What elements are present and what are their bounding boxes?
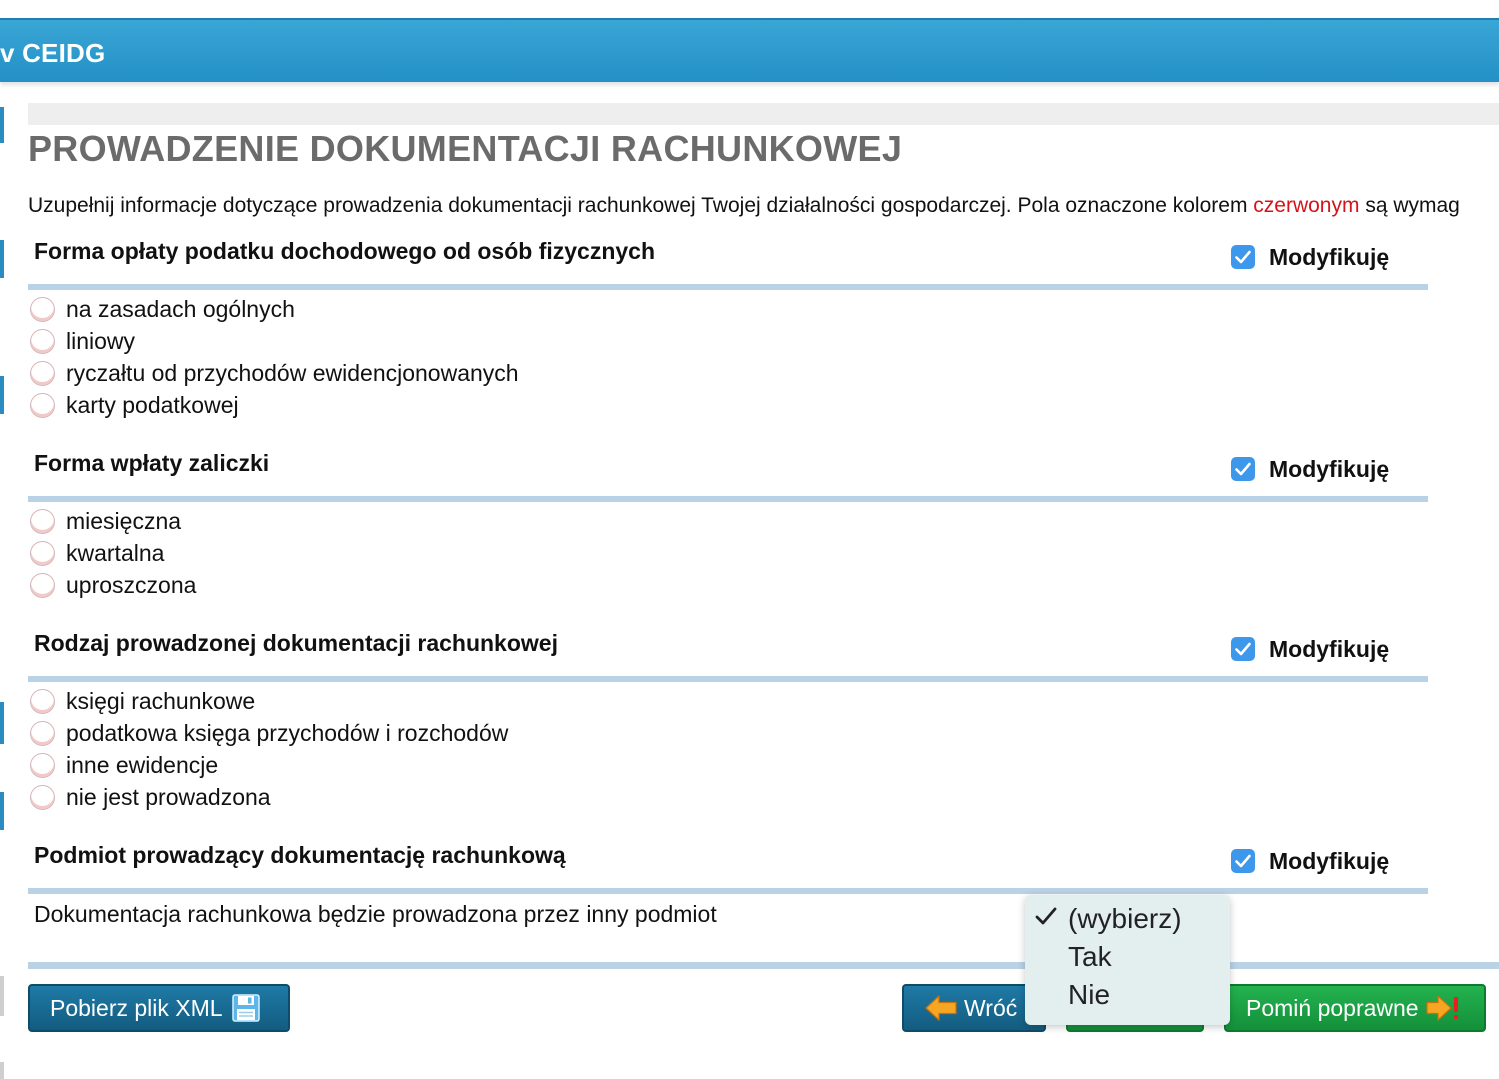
modify-label: Modyfikuję [1269,455,1390,482]
download-xml-label: Pobierz plik XML [50,994,223,1021]
modify-toggle-documentation-type[interactable] [1231,635,1389,663]
intro-text-part: są wymag [1359,194,1460,217]
left-accent-marker [0,240,4,278]
left-accent-marker [0,976,4,1016]
modify-label: Modyfikuję [1269,635,1390,662]
section-top-strip [28,103,1499,125]
radio-label: karty podatkowej [66,391,239,418]
dropdown-option-yes[interactable]: Tak [1068,941,1112,972]
radio-button[interactable] [30,573,55,598]
left-accent-marker [0,792,4,830]
page-title: PROWADZENIE DOKUMENTACJI RACHUNKOWEJ [28,128,903,169]
radio-option[interactable] [30,717,508,749]
floppy-disk-icon [231,993,261,1023]
radio-option[interactable] [30,293,295,325]
radio-option[interactable] [30,781,271,813]
radio-option[interactable] [30,505,181,537]
radio-button[interactable] [30,361,55,386]
radio-option[interactable] [30,357,519,389]
download-xml-button[interactable] [28,984,290,1032]
radio-option[interactable] [30,685,255,717]
section-divider [28,284,1428,290]
section-divider [28,496,1428,502]
other-entity-field-label: Dokumentacja rachunkowa będzie prowadzona przez inny podmiot [34,901,717,927]
radio-button[interactable] [30,541,55,566]
section-title-tax-form: Forma opłaty podatku dochodowego od osób fizycznych [34,238,656,264]
radio-option[interactable] [30,749,218,781]
radio-button[interactable] [30,393,55,418]
left-accent-marker [0,1062,4,1079]
modify-toggle-advance-payment[interactable] [1231,455,1389,483]
arrow-right-warning-icon [1425,992,1461,1024]
top-header-bar [0,18,1499,82]
checkbox-checked-icon[interactable] [1231,457,1255,481]
radio-button[interactable] [30,509,55,534]
radio-button[interactable] [30,329,55,354]
checkmark-icon [1035,905,1057,934]
radio-button[interactable] [30,785,55,810]
radio-label: podatkowa księga przychodów i rozchodów [66,719,509,746]
section-divider [28,888,1428,894]
modify-label: Modyfikuję [1269,243,1390,270]
radio-label: księgi rachunkowe [66,687,256,714]
radio-label: liniowy [66,327,136,354]
required-color-word: czerwonym [1253,194,1360,217]
left-accent-marker [0,376,4,414]
radio-button[interactable] [30,689,55,714]
radio-label: miesięczna [66,507,182,534]
radio-label: uproszczona [66,571,197,598]
skip-correct-button[interactable] [1224,984,1486,1032]
yes-no-dropdown-menu[interactable] [1025,895,1230,1025]
section-title-documentation-entity: Podmiot prowadzący dokumentację rachunkową [34,842,566,868]
back-label: Wróć [964,994,1018,1021]
section-title-documentation-type: Rodzaj prowadzonej dokumentacji rachunkowej [34,630,558,656]
skip-correct-label: Pomiń poprawne [1246,994,1419,1021]
checkbox-checked-icon[interactable] [1231,849,1255,873]
radio-label: kwartalna [66,539,165,566]
intro-text-part: Uzupełnij informacje dotyczące prowadzenia dokumentacji rachunkowej Twojej działalności gospodarczej. Pola oznaczone kolorem [28,194,1254,217]
section-title-advance-payment: Forma wpłaty zaliczki [34,450,270,476]
radio-label: ryczałtu od przychodów ewidencjonowanych [66,359,519,386]
radio-label: nie jest prowadzona [66,783,271,810]
radio-button[interactable] [30,721,55,746]
modify-label: Modyfikuję [1269,847,1390,874]
radio-option[interactable] [30,537,164,569]
form-bottom-divider [28,962,1499,969]
modify-toggle-tax-form[interactable] [1231,243,1389,271]
section-divider [28,676,1428,682]
radio-option[interactable] [30,389,239,421]
dropdown-option-choose[interactable]: (wybierz) [1068,903,1182,934]
checkbox-checked-icon[interactable] [1231,245,1255,269]
header-title: v CEIDG [0,38,106,68]
radio-button[interactable] [30,297,55,322]
modify-toggle-documentation-entity[interactable] [1231,847,1389,875]
left-accent-marker [0,107,4,143]
radio-label: inne ewidencje [66,751,219,778]
intro-text [28,194,1460,218]
radio-label: na zasadach ogólnych [66,295,295,322]
radio-option[interactable] [30,325,135,357]
left-accent-marker [0,702,4,744]
checkbox-checked-icon[interactable] [1231,637,1255,661]
radio-option[interactable] [30,569,196,601]
arrow-left-icon [924,993,958,1023]
radio-button[interactable] [30,753,55,778]
dropdown-option-no[interactable]: Nie [1068,979,1111,1010]
